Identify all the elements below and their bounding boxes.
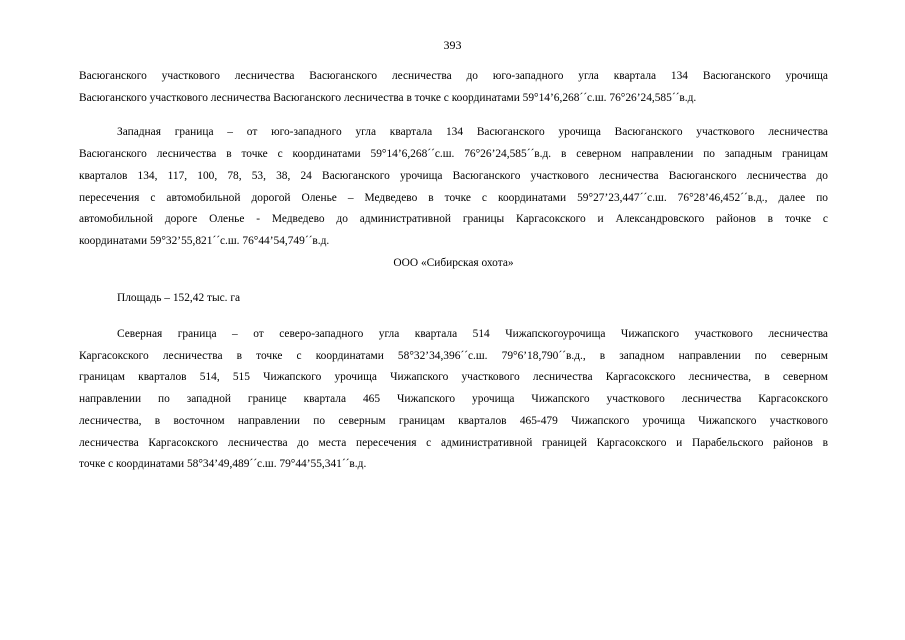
paragraph-intro (79, 66, 828, 109)
paragraph-area (79, 288, 828, 310)
document-body (79, 66, 828, 476)
text-line: автомобильной дороге Оленье - Медведево до административной границы Каргасокского и Александровского районов в точке с (79, 213, 828, 226)
text-line: пересечения с автомобильной дорогой Оленье – Медведево в точке с координатами 59°27’23,447´´с.ш. 76°28’46,452´´в.д., далее по (79, 191, 828, 204)
paragraph-north-boundary (79, 324, 828, 476)
page-number: 393 (443, 38, 462, 52)
text-line: точке с координатами 58°34’49,489´´с.ш. 79°44’55,341´´в.д. (79, 458, 367, 471)
text-line: Западная граница – от юго-западного угла квартала 134 Васюганского урочища Васюганского участкового лесничества (117, 126, 828, 139)
text-line: Северная граница – от северо-западного угла квартала 514 Чижапскогоурочища Чижапского участкового лесничества (117, 328, 828, 341)
text-line: лесничества, в восточном направлении по северным границам кварталов 465-479 Чижапского урочища Чижапского участкового (79, 414, 828, 427)
text-line: лесничества Каргасокского лесничества до места пересечения с административной границей Каргасокского и Парабельского районов в (79, 436, 828, 449)
text-line: направлении по западной границе квартала 465 Чижапского урочища Чижапского участкового лесничества Каргасокского (79, 393, 828, 406)
text-line: Васюганского участкового лесничества Васюганского лесничества в точке с координатами 59°14’6,268´´с.ш. 76°26’24,585´´в.д. (79, 91, 697, 104)
organization-heading: ООО «Сибирская охота» (393, 256, 514, 269)
text-line: Васюганского участкового лесничества Васюганского лесничества до юго-западного угла квартала 134 Васюганского урочища (79, 70, 828, 82)
text-line: Васюганского лесничества в точке с координатами 59°14’6,268´´с.ш. 76°26’24,585´´в.д. в северном направлении по западным границам (79, 148, 828, 161)
paragraph-west-boundary (79, 122, 828, 252)
area-line: Площадь – 152,42 тыс. га (117, 292, 241, 305)
text-line: кварталов 134, 117, 100, 78, 53, 38, 24 Васюганского урочища Васюганского участкового лесничества Васюганского лесничества до (79, 169, 828, 182)
text-line: границам кварталов 514, 515 Чижапского урочища Чижапского участкового лесничества Каргасокского лесничества, в северном (79, 371, 828, 384)
text-line: Каргасокского лесничества в точке с координатами 58°32’34,396´´с.ш. 79°6’18,790´´в.д., в западном направлении по северным (79, 349, 828, 362)
text-line: координатами 59°32’55,821´´с.ш. 76°44’54,749´´в.д. (79, 234, 330, 247)
